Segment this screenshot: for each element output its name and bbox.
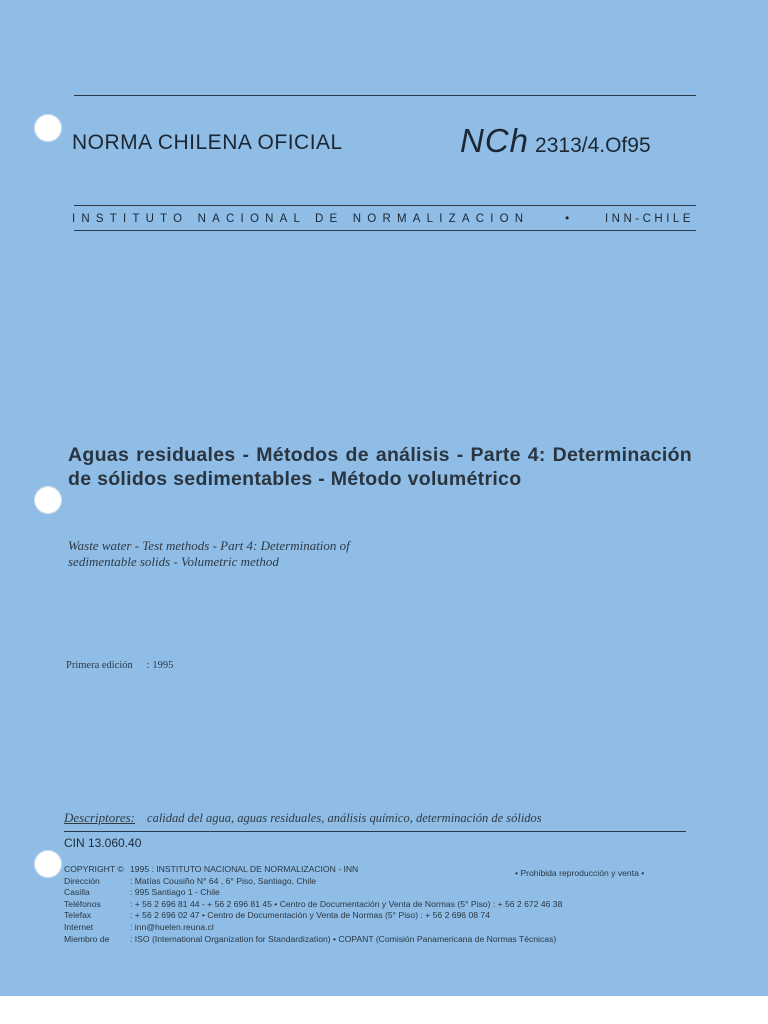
row-value: : + 56 2 696 02 47 • Centro de Documentación y Venta de Normas (5° Piso) : + 56 2 696 08 74 <box>130 910 490 921</box>
copyright-row <box>64 899 704 911</box>
row-value: : 995 Santiago 1 - Chile <box>130 887 220 898</box>
title-en-line: Waste water - Test methods - Part 4: Determination of <box>68 538 350 553</box>
copyright-block <box>64 864 704 945</box>
row-value: 1995 : INSTITUTO NACIONAL DE NORMALIZACION - INN <box>130 864 359 874</box>
row-key: Casilla <box>64 887 90 898</box>
copyright-row <box>64 876 704 888</box>
cin-code: CIN 13.060.40 <box>64 836 142 850</box>
edition-info <box>66 660 173 671</box>
descriptors <box>64 810 684 826</box>
descriptors-text: calidad del agua, aguas residuales, análisis químico, determinación de sólidos <box>147 811 542 825</box>
edition-separator: : <box>146 660 150 671</box>
institute-name: INSTITUTO NACIONAL DE NORMALIZACION <box>72 213 530 225</box>
punch-hole <box>34 486 62 514</box>
divider <box>74 95 696 96</box>
copyright-row <box>64 887 704 899</box>
document-title-es: Aguas residuales - Métodos de análisis - Parte 4: Determinación de sólidos sedimentables - Método volumétrico <box>68 444 692 490</box>
row-key: Internet <box>64 921 94 932</box>
row-value: : ISO (International Organization for Standardization) • COPANT (Comisión Panamericana de Normas Técnicas) <box>130 933 557 944</box>
institute-line <box>72 213 694 225</box>
divider <box>74 205 696 206</box>
row-value: : inn@huelen.reuna.cl <box>130 921 214 932</box>
row-key: Miembro de <box>64 933 110 944</box>
row-key: Telefax <box>64 910 92 921</box>
document-title-en <box>68 538 468 570</box>
standard-code: 2313/4.Of95 <box>535 134 651 157</box>
punch-hole <box>34 114 62 142</box>
institute-code: INN-CHILE <box>604 213 694 225</box>
row-key: Teléfonos <box>64 898 101 909</box>
descriptors-label: Descriptores: <box>64 810 136 825</box>
bullet: • <box>565 213 570 225</box>
nch-logo: NCh <box>460 122 530 159</box>
copyright-row <box>64 910 704 922</box>
row-key: COPYRIGHT © <box>64 864 124 874</box>
row-key: Dirección <box>64 875 100 886</box>
edition-value: 1995 <box>152 660 174 671</box>
row-value: : Matías Cousiño N° 64 , 6° Piso, Santiago, Chile <box>130 875 317 886</box>
copyright-row <box>64 922 704 934</box>
standard-code-block <box>460 122 651 160</box>
edition-label: Primera edición <box>66 660 133 671</box>
prohibited-notice: • Prohibida reproducción y venta • <box>515 868 645 878</box>
divider <box>64 831 686 832</box>
punch-hole <box>34 850 62 878</box>
row-value: : + 56 2 696 81 44 - + 56 2 696 81 45 • Centro de Documentación y Venta de Normas (5° Piso) : + 56 2 672 46 38 <box>130 898 563 909</box>
title-en-line: sedimentable solids - Volumetric method <box>68 554 279 569</box>
standard-heading: NORMA CHILENA OFICIAL <box>72 131 343 154</box>
divider <box>74 230 696 231</box>
copyright-row <box>64 934 704 946</box>
copyright-row <box>64 864 704 876</box>
